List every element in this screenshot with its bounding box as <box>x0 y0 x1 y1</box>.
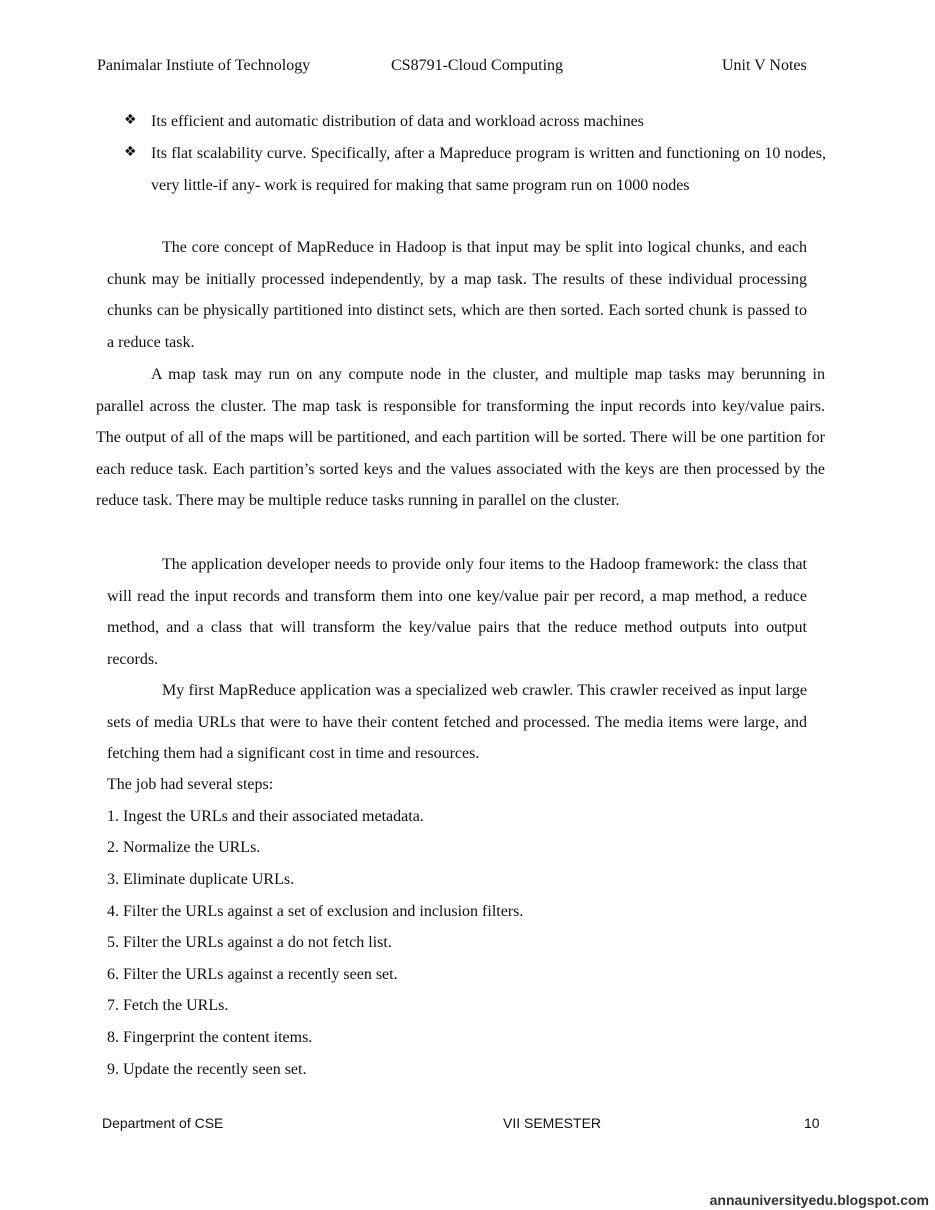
list-item: 6. Filter the URLs against a recently seen set. <box>107 966 398 983</box>
list-item: 5. Filter the URLs against a do not fetch list. <box>107 934 392 951</box>
watermark-link[interactable]: annauniversityedu.blogspot.com <box>709 1192 929 1208</box>
diamond-bullet-icon: ❖ <box>124 112 137 128</box>
footer-department: Department of CSE <box>102 1115 224 1131</box>
paragraph-web-crawler: My first MapReduce application was a specialized web crawler. This crawler received as input large sets of media URLs that were to have their content fetched and processed. The media items were large, and fetching them had a significant cost in time and resources. <box>107 682 807 763</box>
list-item: 4. Filter the URLs against a set of exclusion and inclusion filters. <box>107 903 524 920</box>
footer-page-number: 10 <box>804 1115 820 1131</box>
bullet-text: Its flat scalability curve. Specifically, after a Mapreduce program is written and functioning on 10 nodes, very little-if any- work is required for making that same program run on 1000 nodes <box>151 145 826 194</box>
list-item: 8. Fingerprint the content items. <box>107 1029 313 1046</box>
list-item: 1. Ingest the URLs and their associated metadata. <box>107 808 424 825</box>
paragraph-application-developer: The application developer needs to provide only four items to the Hadoop framework: the class that will read the input records and transform them into one key/value pair per record, a map method, a reduce method, and a class that will transform the key/value pairs that the reduce method outputs into output records. <box>107 556 807 668</box>
header-unit: Unit V Notes <box>722 57 807 74</box>
list-item: 3. Eliminate duplicate URLs. <box>107 871 295 888</box>
header-institution: Panimalar Instiute of Technology <box>97 57 311 74</box>
list-item: 2. Normalize the URLs. <box>107 839 261 856</box>
header-course: CS8791-Cloud Computing <box>391 57 564 74</box>
paragraph-core-concept: The core concept of MapReduce in Hadoop is that input may be split into logical chunks, and each chunk may be initially processed independently, by a map task. The results of these individual processing chunks can be physically partitioned into distinct sets, which are then sorted. Each sorted chunk is passed to a reduce task. <box>107 239 807 351</box>
footer-semester: VII SEMESTER <box>503 1115 602 1131</box>
diamond-bullet-icon: ❖ <box>124 144 137 160</box>
list-item: 9. Update the recently seen set. <box>107 1061 307 1078</box>
bullet-text: Its efficient and automatic distribution of data and workload across machines <box>151 113 644 130</box>
steps-intro: The job had several steps: <box>107 776 274 793</box>
list-item: 7. Fetch the URLs. <box>107 997 229 1014</box>
paragraph-map-task: A map task may run on any compute node in the cluster, and multiple map tasks may berunning in parallel across the cluster. The map task is responsible for transforming the input records into key/value pairs. The output of all of the maps will be partitioned, and each partition will be sorted. There will be one partition for each reduce task. Each partition’s sorted keys and the values associated with the keys are then processed by the reduce task. There may be multiple reduce tasks running in parallel on the cluster. <box>96 366 825 510</box>
